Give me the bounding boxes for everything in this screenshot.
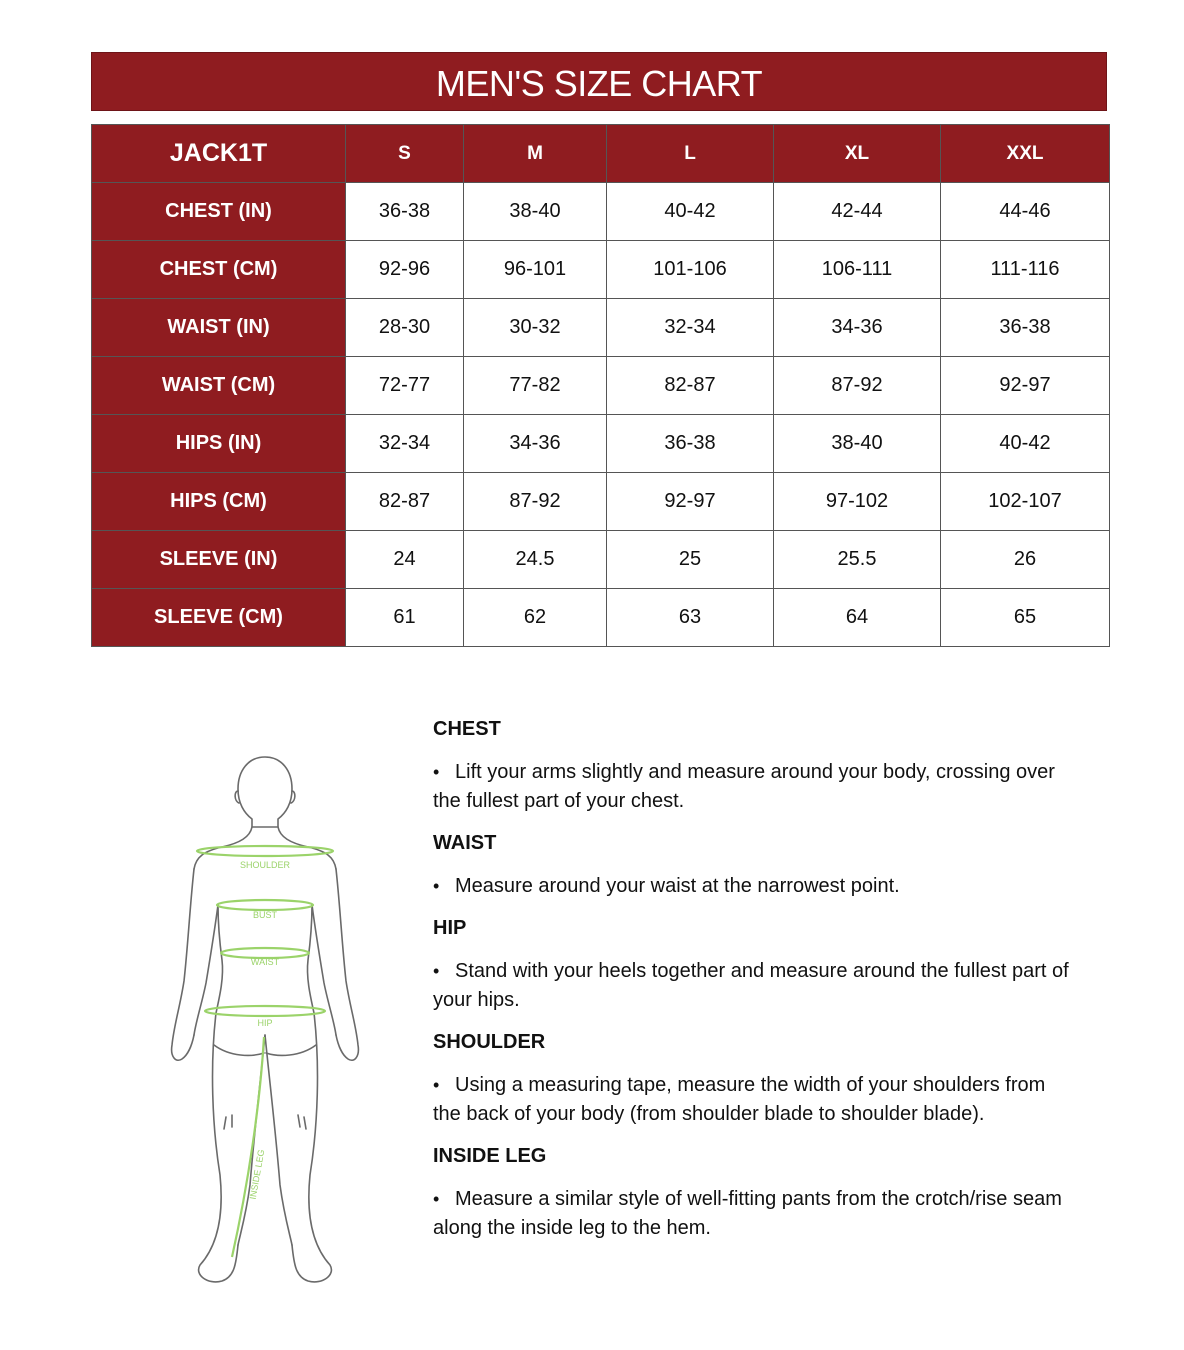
table-cell: 34-36 (774, 299, 941, 357)
table-cell: 82-87 (607, 357, 774, 415)
guide-heading: HIP (433, 917, 467, 939)
table-corner-label: JACK1T (92, 125, 346, 183)
guide-text (433, 1185, 1073, 1243)
table-cell: 40-42 (607, 183, 774, 241)
table-cell: 26 (941, 531, 1110, 589)
table-cell: 65 (941, 589, 1110, 647)
row-label: HIPS (IN) (92, 415, 346, 473)
waist-label: WAIST (250, 957, 280, 967)
table-cell: 82-87 (346, 473, 464, 531)
table-cell: 25 (607, 531, 774, 589)
row-label: HIPS (CM) (92, 473, 346, 531)
body-measurement-figure (160, 745, 370, 1295)
table-cell: 61 (346, 589, 464, 647)
guide-section-waist (433, 826, 1073, 901)
table-cell: 96-101 (464, 241, 607, 299)
tape-labels (240, 860, 291, 1200)
table-row (92, 299, 1110, 357)
table-cell: 36-38 (941, 299, 1110, 357)
table-cell: 30-32 (464, 299, 607, 357)
size-header: L (607, 125, 774, 183)
table-cell: 92-96 (346, 241, 464, 299)
row-label: SLEEVE (CM) (92, 589, 346, 647)
table-cell: 102-107 (941, 473, 1110, 531)
bust-tape (217, 900, 313, 910)
table-cell: 25.5 (774, 531, 941, 589)
row-label: CHEST (IN) (92, 183, 346, 241)
guide-heading: INSIDE LEG (433, 1145, 547, 1167)
table-header-row (92, 125, 1110, 183)
guide-heading: WAIST (433, 832, 497, 854)
table-cell: 97-102 (774, 473, 941, 531)
table-cell: 38-40 (774, 415, 941, 473)
table-cell: 62 (464, 589, 607, 647)
row-label: WAIST (IN) (92, 299, 346, 357)
table-row (92, 531, 1110, 589)
guide-heading: CHEST (433, 718, 501, 740)
guide-text (433, 758, 1073, 816)
guide-instruction: Stand with your heels together and measure around the fullest part of your hips. (433, 960, 1069, 1011)
table-cell: 92-97 (941, 357, 1110, 415)
table-cell: 111-116 (941, 241, 1110, 299)
guide-section-chest (433, 712, 1073, 816)
table-cell: 101-106 (607, 241, 774, 299)
guide-text (433, 872, 1073, 901)
row-label: SLEEVE (IN) (92, 531, 346, 589)
table-cell: 32-34 (607, 299, 774, 357)
table-row (92, 241, 1110, 299)
bullet-icon: • (433, 1075, 440, 1095)
table-cell: 106-111 (774, 241, 941, 299)
size-header: XL (774, 125, 941, 183)
table-cell: 28-30 (346, 299, 464, 357)
table-cell: 87-92 (464, 473, 607, 531)
guide-instruction: Using a measuring tape, measure the width of your shoulders from the back of your body (from shoulder blade to shoulder blade). (433, 1074, 1046, 1125)
table-cell: 24.5 (464, 531, 607, 589)
shoulder-label: SHOULDER (239, 860, 291, 870)
inside-leg-label: INSIDE LEG (247, 1148, 267, 1201)
size-chart-title: MEN'S SIZE CHART (435, 62, 763, 104)
size-header: XXL (941, 125, 1110, 183)
guide-section-shoulder (433, 1025, 1073, 1129)
table-body (92, 183, 1110, 647)
table-row (92, 415, 1110, 473)
measuring-guide (433, 712, 1073, 1253)
table-cell: 87-92 (774, 357, 941, 415)
bullet-icon: • (433, 762, 440, 782)
guide-instruction: Lift your arms slightly and measure around your body, crossing over the fullest part of your chest. (433, 761, 1055, 812)
size-chart-title-bar (91, 52, 1107, 111)
guide-text (433, 1071, 1073, 1129)
guide-instruction: Measure around your waist at the narrowest point. (455, 875, 900, 897)
table-cell: 34-36 (464, 415, 607, 473)
size-chart-table (91, 124, 1110, 647)
table-cell: 36-38 (607, 415, 774, 473)
table-row (92, 473, 1110, 531)
row-label: WAIST (CM) (92, 357, 346, 415)
bullet-icon: • (433, 1189, 440, 1209)
table-cell: 77-82 (464, 357, 607, 415)
shoulder-tape (197, 846, 333, 856)
bust-label: BUST (252, 910, 278, 920)
table-cell: 63 (607, 589, 774, 647)
guide-section-hip (433, 911, 1073, 1015)
table-row (92, 589, 1110, 647)
size-header: M (464, 125, 607, 183)
table-row (92, 357, 1110, 415)
bullet-icon: • (433, 876, 440, 896)
table-cell: 38-40 (464, 183, 607, 241)
guide-section-inside-leg (433, 1139, 1073, 1243)
guide-heading: SHOULDER (433, 1031, 546, 1053)
table-cell: 24 (346, 531, 464, 589)
table-cell: 92-97 (607, 473, 774, 531)
size-header: S (346, 125, 464, 183)
table-cell: 40-42 (941, 415, 1110, 473)
inside-leg-tape (232, 1037, 264, 1257)
row-label: CHEST (CM) (92, 241, 346, 299)
table-cell: 32-34 (346, 415, 464, 473)
table-cell: 44-46 (941, 183, 1110, 241)
bullet-icon: • (433, 961, 440, 981)
hip-label: HIP (257, 1018, 273, 1028)
table-cell: 64 (774, 589, 941, 647)
table-cell: 42-44 (774, 183, 941, 241)
table-cell: 36-38 (346, 183, 464, 241)
table-row (92, 183, 1110, 241)
table-cell: 72-77 (346, 357, 464, 415)
guide-text (433, 957, 1073, 1015)
hip-tape (205, 1006, 325, 1016)
guide-instruction: Measure a similar style of well-fitting pants from the crotch/rise seam along the inside leg to the hem. (433, 1188, 1062, 1239)
